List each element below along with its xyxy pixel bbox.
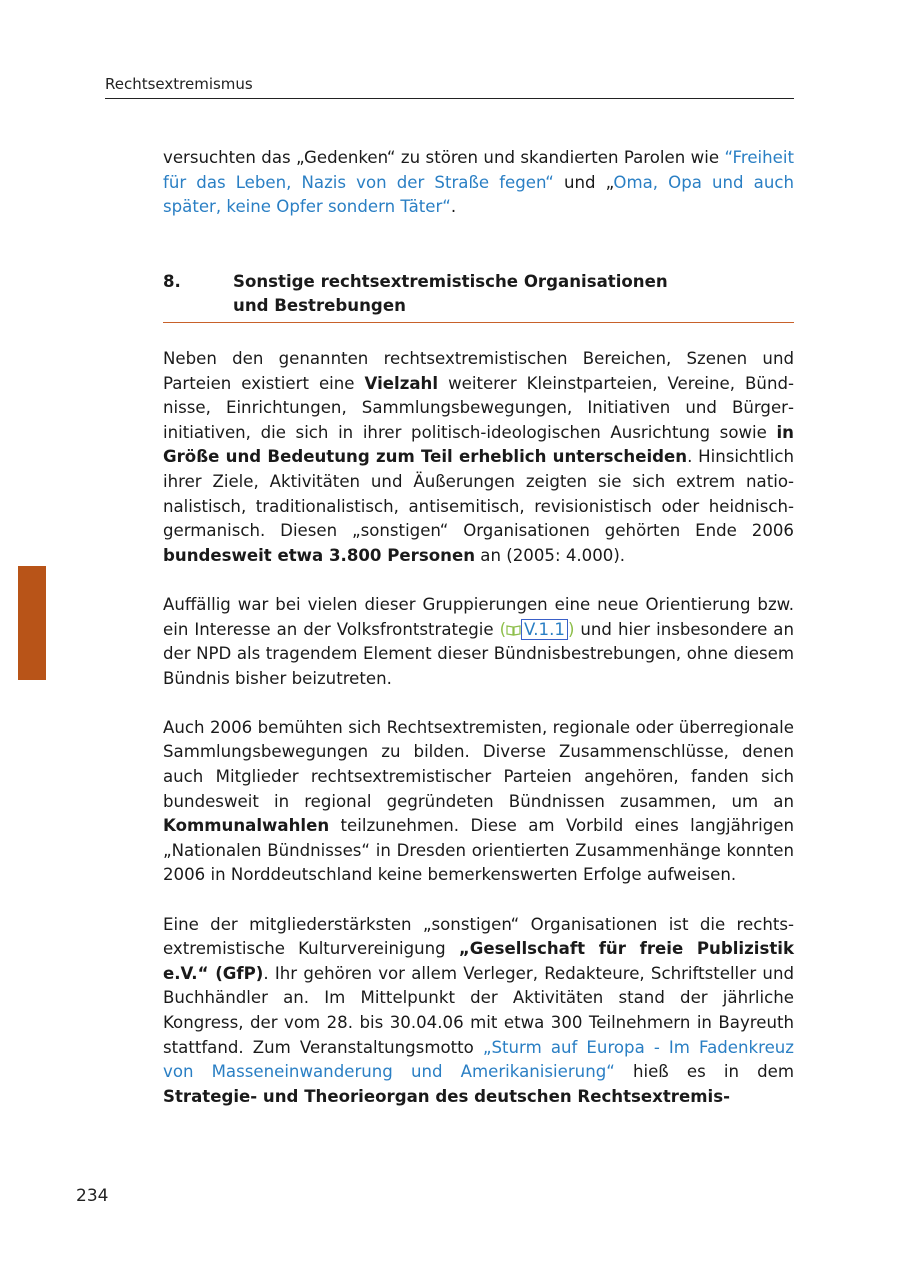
xref-link-v-1-1[interactable]: V.1.1 — [521, 619, 568, 640]
xref-paren-open: ( — [499, 619, 507, 639]
p3-text2: teilzunehmen. Diese am Vorbild eines langjährigen „Nationalen Bündnisses“ in Dresden orientierten Zusammenhänge konnten 2006 in Norddeutschland keine bemerkenswerten Erfolge aufweisen. — [163, 816, 794, 885]
main-content — [163, 146, 794, 1134]
quote-sturm-auf-europa: „Sturm auf Europa - Im Fadenkreuz von Masseneinwanderung und Amerikanisierung“ — [163, 1037, 795, 1082]
running-head: Rechtsextremismus — [105, 75, 794, 99]
p4-text2: . Ihr gehören vor allem Verleger, Redakteure, Schriftsteller und Buchhändler an. Im Mittelpunkt der Aktivitäten stand der jährliche Kongress, der vom 28. bis 30.04.06 mit etwa 300 Teilnehmern in Bayreuth stattfand. Zum Veranstaltungsmotto — [163, 963, 794, 1057]
p1-text2: weiterer Kleinstparteien, Vereine, Bündnisse, Einrichtungen, Sammlungsbewegungen, Initiativen und Bürgerinitiativen, die sich in ihrer politisch-ideologischen Ausrichtung sowie — [163, 373, 794, 442]
quote-freiheit: “Freiheit für das Leben, Nazis von der Straße fegen“ — [163, 148, 794, 192]
intro-text: versuchten das „Gedenken“ zu stören und skandierten Parolen wie — [163, 148, 725, 167]
p1-bold2: in Größe und Bedeutung zum Teil erheblich unterscheiden — [163, 422, 794, 467]
p1-bold3: bundesweit etwa 3.800 Personen — [163, 545, 476, 565]
p4-text1: Eine der mitgliederstärksten „sonstigen“ Organisationen ist die rechtsextremistische Kulturvereinigung — [163, 914, 794, 959]
p3-bold1: Kommunalwahlen — [163, 816, 330, 836]
xref-paren-close: ) — [567, 619, 575, 639]
p4-bold1: „Gesellschaft für freie Publizistik e.V.“ (GfP) — [163, 939, 794, 983]
section-heading — [163, 270, 794, 323]
p1-text1: Neben den genannten rechtsextremistischen Bereichen, Szenen und Parteien existiert eine — [163, 348, 794, 393]
p2-text1: Auffällig war bei vielen dieser Gruppierungen eine neue Orientierung bzw. ein Interesse an der Volksfrontstrategie — [163, 594, 794, 639]
paragraph-4 — [163, 913, 794, 1110]
p4-bold2: Strategie- und Theorieorgan des deutschen Rechtsextremis- — [163, 1086, 730, 1106]
chapter-tab — [18, 566, 46, 680]
quote-oma-opa: Oma, Opa und auch später, keine Opfer sondern Täter“ — [163, 172, 795, 217]
section-title — [233, 270, 668, 319]
p1-text4: an (2005: 4.000). — [475, 545, 626, 565]
paragraph-1 — [163, 347, 794, 568]
intro-paragraph — [163, 146, 794, 220]
intro-connector: und „ — [553, 172, 614, 192]
p2-text2: und hier insbesondere an der NPD als tragendem Element dieser Bündnisbestrebungen, ohne diesem Bündnis bisher beizutreten. — [163, 619, 794, 688]
section-title-line1: Sonstige rechtsextremistische Organisationen — [233, 271, 668, 291]
section-number: 8. — [163, 271, 181, 291]
p4-text3: hieß es in dem — [614, 1062, 794, 1082]
section-title-line2: und Bestrebungen — [233, 296, 406, 316]
p3-text1: Auch 2006 bemühten sich Rechtsextremisten, regionale oder überregionale Sammlungsbewegungen zu bilden. Diverse Zusammenschlüsse, denen auch Mitglieder rechtsextremistischer Parteien angehören, fanden sich bundesweit in regional gegründeten Bündnissen zusammen, um an — [163, 717, 794, 811]
paragraph-3 — [163, 716, 794, 888]
page-number: 234 — [76, 1186, 109, 1206]
book-icon — [506, 619, 521, 631]
p1-bold1: Vielzahl — [364, 373, 439, 393]
p1-text3: . Hinsichtlich ihrer Ziele, Aktivitäten und Äußerungen zeigten sie sich extrem nationalistisch, traditionalistisch, antisemitisch, revisionistisch oder heidnisch-germanisch. Diesen „sonstigen“ Organisationen gehörten Ende 2006 — [163, 447, 794, 541]
intro-end: . — [450, 197, 457, 217]
paragraph-2 — [163, 593, 794, 691]
